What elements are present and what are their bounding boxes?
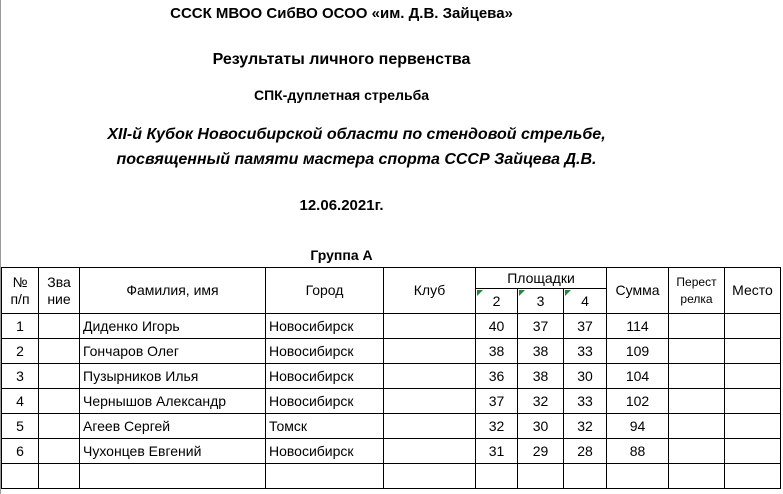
row-venue-3: 33 [564, 389, 607, 414]
row-club [384, 414, 476, 439]
row-venue-1: 31 [476, 439, 518, 464]
row-shootoff [669, 339, 725, 364]
organization-title: СССК МВОО СибВО ОСОО «им. Д.В. Зайцева» [170, 5, 513, 22]
row-place [725, 314, 781, 339]
row-venue-1: 40 [476, 314, 518, 339]
col-header-number-line-2: п/п [10, 290, 30, 307]
col-header-city: Город [266, 268, 384, 314]
row-rank [39, 439, 80, 464]
col-header-rank-line-1: Зва [47, 273, 71, 290]
row-venue-3: 28 [564, 439, 607, 464]
results-body [2, 314, 781, 489]
page-title: Результаты личного первенства [212, 51, 471, 68]
row-sum: 88 [607, 439, 669, 464]
row-number: 4 [2, 389, 39, 414]
event-title-line-2: посвященный памяти мастера спорта СССР Зайцева Д.В. [116, 151, 597, 168]
row-venue-2: 30 [518, 414, 564, 439]
row-number: 5 [2, 414, 39, 439]
row-sum: 94 [607, 414, 669, 439]
row-venue-1: 38 [476, 339, 518, 364]
row-place [725, 439, 781, 464]
col-header-shootoff-line-2: релка [680, 291, 713, 306]
row-sum: 102 [607, 389, 669, 414]
row-venue-2: 38 [518, 339, 564, 364]
row-city: Новосибирск [266, 364, 384, 389]
row-name: Диденко Игорь [80, 314, 266, 339]
table-row [2, 439, 781, 464]
discipline-title: СПК-дуплетная стрельба [253, 87, 430, 103]
row-rank [39, 364, 80, 389]
row-sum: 114 [607, 314, 669, 339]
event-title [0, 122, 748, 172]
row-shootoff [669, 439, 725, 464]
row-place [725, 339, 781, 364]
row-rank [39, 339, 80, 364]
row-place [725, 389, 781, 414]
table-row [2, 339, 781, 364]
row-name: Чухонцев Евгений [80, 439, 266, 464]
col-header-shootoff-line-1: Перест [676, 274, 717, 289]
row-name: Агеев Сергей [80, 414, 266, 439]
row-city: Новосибирск [266, 339, 384, 364]
col-header-venue-1: 2 [476, 289, 518, 314]
row-rank [39, 414, 80, 439]
row-name: Пузырников Илья [80, 364, 266, 389]
table-row [2, 389, 781, 414]
row-place [725, 414, 781, 439]
row-shootoff [669, 314, 725, 339]
row-sum: 109 [607, 339, 669, 364]
row-venue-3: 33 [564, 339, 607, 364]
row-venue-1: 36 [476, 364, 518, 389]
event-title-line-1: XII-й Кубок Новосибирской области по стендовой стрельбе, [107, 126, 606, 143]
row-club-empty [384, 464, 476, 489]
row-shootoff [669, 414, 725, 439]
row-number: 3 [2, 364, 39, 389]
col-header-venue-3: 4 [564, 289, 607, 314]
row-venue-1: 37 [476, 389, 518, 414]
row-shootoff-empty [669, 464, 725, 489]
row-rank [39, 389, 80, 414]
row-venue-2: 32 [518, 389, 564, 414]
row-number-empty [2, 464, 39, 489]
row-shootoff [669, 389, 725, 414]
row-venue-2: 29 [518, 439, 564, 464]
table-row-empty [2, 464, 781, 489]
row-venue-3: 30 [564, 364, 607, 389]
row-venue-2-empty [518, 464, 564, 489]
col-header-name: Фамилия, имя [80, 268, 266, 314]
row-name: Чернышов Александр [80, 389, 266, 414]
row-club [384, 339, 476, 364]
row-sum-empty [607, 464, 669, 489]
row-shootoff [669, 364, 725, 389]
row-name-empty [80, 464, 266, 489]
row-sum: 104 [607, 364, 669, 389]
row-city: Томск [266, 414, 384, 439]
row-venue-3: 32 [564, 414, 607, 439]
row-city: Новосибирск [266, 389, 384, 414]
row-place-empty [725, 464, 781, 489]
row-city: Новосибирск [266, 439, 384, 464]
col-header-sum: Сумма [607, 268, 669, 314]
table-row [2, 414, 781, 439]
row-venue-3-empty [564, 464, 607, 489]
row-venue-2: 37 [518, 314, 564, 339]
header-row [2, 268, 781, 289]
col-header-shootoff [669, 268, 725, 314]
row-number: 6 [2, 439, 39, 464]
row-club [384, 314, 476, 339]
row-place [725, 364, 781, 389]
row-number: 2 [2, 339, 39, 364]
event-date: 12.06.2021г. [299, 197, 384, 214]
col-header-number-line-1: № [12, 273, 28, 290]
table-row [2, 364, 781, 389]
table-row [2, 314, 781, 339]
row-rank-empty [39, 464, 80, 489]
row-club [384, 389, 476, 414]
group-title: Группа А [310, 247, 373, 263]
row-club [384, 364, 476, 389]
row-city-empty [266, 464, 384, 489]
row-rank [39, 314, 80, 339]
row-city: Новосибирск [266, 314, 384, 339]
col-header-place: Место [725, 268, 781, 314]
row-venue-2: 38 [518, 364, 564, 389]
col-header-club: Клуб [384, 268, 476, 314]
row-number: 1 [2, 314, 39, 339]
col-header-venues: Площадки [476, 268, 607, 289]
row-name: Гончаров Олег [80, 339, 266, 364]
row-venue-3: 37 [564, 314, 607, 339]
results-table [1, 267, 781, 489]
col-header-venue-2: 3 [518, 289, 564, 314]
col-header-rank [39, 268, 80, 314]
col-header-rank-line-2: ние [47, 290, 71, 307]
row-club [384, 439, 476, 464]
row-venue-1-empty [476, 464, 518, 489]
row-venue-1: 32 [476, 414, 518, 439]
col-header-number [2, 268, 39, 314]
